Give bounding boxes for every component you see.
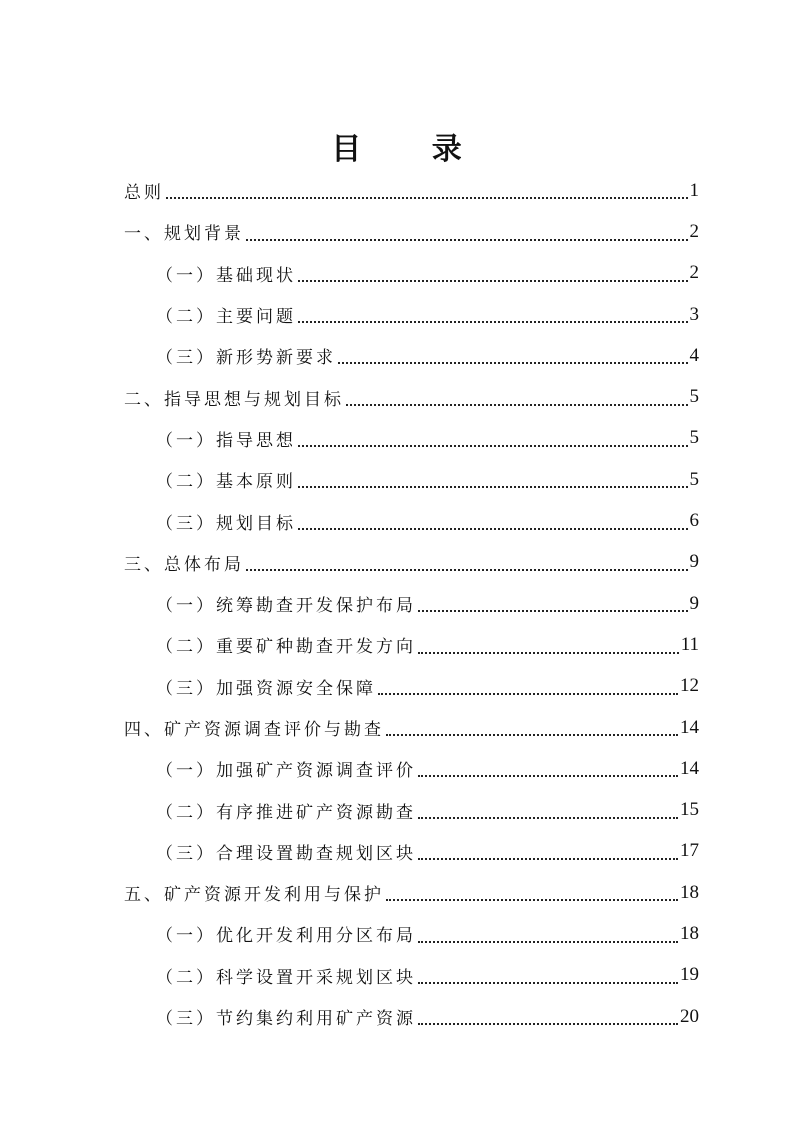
toc-page-number: 5 bbox=[689, 386, 699, 408]
toc-page-number: 5 bbox=[689, 468, 699, 490]
toc-entry-label: 五、矿产资源开发利用与保护 bbox=[124, 885, 384, 906]
toc-leader-dots bbox=[338, 361, 688, 364]
toc-leader-dots bbox=[386, 733, 678, 736]
toc-entry[interactable] bbox=[124, 500, 699, 541]
toc-entry-label: （三）合理设置勘查规划区块 bbox=[156, 843, 416, 864]
toc-page-number: 3 bbox=[689, 303, 699, 325]
page-title: 目 录 bbox=[331, 132, 492, 167]
toc-leader-dots bbox=[298, 444, 688, 447]
toc-page-number: 6 bbox=[689, 510, 699, 532]
toc-entry[interactable] bbox=[124, 211, 699, 252]
toc-leader-dots bbox=[378, 692, 678, 695]
toc-entry[interactable] bbox=[124, 583, 699, 624]
toc-entry[interactable] bbox=[124, 707, 699, 748]
toc-leader-dots bbox=[418, 981, 678, 984]
toc-entry[interactable] bbox=[124, 831, 699, 872]
toc-leader-dots bbox=[298, 279, 688, 282]
toc-entry-label: 一、规划背景 bbox=[124, 224, 244, 245]
toc-entry[interactable] bbox=[124, 542, 699, 583]
toc-entry-label: （三）规划目标 bbox=[156, 513, 296, 534]
toc-entry[interactable] bbox=[124, 624, 699, 665]
toc-page-number: 12 bbox=[680, 675, 699, 697]
toc-page-number: 14 bbox=[680, 757, 699, 779]
toc-page-number: 1 bbox=[689, 179, 699, 201]
toc-page-number: 14 bbox=[680, 716, 699, 738]
toc-entry-label: （一）统筹勘查开发保护布局 bbox=[156, 596, 416, 617]
toc-leader-dots bbox=[418, 651, 679, 654]
toc-page-number: 4 bbox=[689, 344, 699, 366]
toc-entry-label: （一）优化开发利用分区布局 bbox=[156, 926, 416, 947]
toc-entry[interactable] bbox=[124, 789, 699, 830]
toc-page-number: 20 bbox=[680, 1005, 699, 1027]
toc-leader-dots bbox=[246, 238, 688, 241]
toc-entry-label: （三）节约集约利用矿产资源 bbox=[156, 1009, 416, 1030]
toc-entry[interactable] bbox=[124, 955, 699, 996]
toc-entry[interactable] bbox=[124, 376, 699, 417]
toc-entry-label: （一）指导思想 bbox=[156, 430, 296, 451]
toc-entry[interactable] bbox=[124, 253, 699, 294]
toc-entry-label: 四、矿产资源调查评价与勘查 bbox=[124, 720, 384, 740]
toc-entry[interactable] bbox=[124, 459, 699, 500]
toc-entry-label: 总则 bbox=[124, 183, 164, 204]
toc-leader-dots bbox=[418, 1022, 678, 1025]
toc-page-number: 2 bbox=[689, 262, 699, 284]
toc-entry[interactable] bbox=[124, 335, 699, 376]
toc-entry-label: （二）有序推进矿产资源勘查 bbox=[156, 802, 416, 823]
toc-entry-label: （一）加强矿产资源调查评价 bbox=[156, 761, 416, 782]
toc-page-number: 15 bbox=[680, 799, 699, 821]
toc-leader-dots bbox=[418, 774, 678, 777]
toc-page-number: 9 bbox=[689, 551, 699, 573]
toc-entry[interactable] bbox=[124, 748, 699, 789]
toc-leader-dots bbox=[418, 857, 678, 860]
toc-page-number: 2 bbox=[689, 220, 699, 242]
toc-page-number: 11 bbox=[680, 633, 699, 655]
toc-page-number: 17 bbox=[680, 840, 699, 862]
toc-entry[interactable] bbox=[124, 170, 699, 211]
toc-entry-label: （一）基础现状 bbox=[156, 265, 296, 286]
toc-leader-dots bbox=[166, 196, 688, 199]
toc-entry[interactable] bbox=[124, 913, 699, 954]
toc-page-number: 5 bbox=[689, 427, 699, 449]
toc-entry-label: 二、指导思想与规划目标 bbox=[124, 389, 344, 410]
toc-page-number: 19 bbox=[680, 964, 699, 986]
toc-entry-label: （二）重要矿种勘查开发方向 bbox=[156, 637, 416, 658]
toc-page-number: 18 bbox=[680, 881, 699, 903]
toc-entry-label: （二）主要问题 bbox=[156, 307, 296, 328]
toc-leader-dots bbox=[418, 816, 678, 819]
toc-leader-dots bbox=[418, 609, 688, 612]
toc-leader-dots bbox=[246, 568, 688, 571]
table-of-contents bbox=[124, 170, 699, 1037]
toc-entry[interactable] bbox=[124, 996, 699, 1037]
toc-entry-label: （三）新形势新要求 bbox=[156, 348, 336, 369]
toc-entry-label: 三、总体布局 bbox=[124, 554, 244, 575]
toc-entry[interactable] bbox=[124, 418, 699, 459]
toc-leader-dots bbox=[346, 403, 688, 406]
toc-page-number: 18 bbox=[680, 922, 699, 944]
toc-leader-dots bbox=[298, 485, 688, 488]
toc-page-number: 9 bbox=[689, 592, 699, 614]
toc-entry-label: （二）科学设置开采规划区块 bbox=[156, 967, 416, 988]
toc-entry[interactable] bbox=[124, 294, 699, 335]
toc-leader-dots bbox=[298, 527, 688, 530]
toc-leader-dots bbox=[386, 898, 678, 901]
toc-leader-dots bbox=[298, 320, 688, 323]
toc-entry-label: （二）基本原则 bbox=[156, 472, 296, 493]
toc-leader-dots bbox=[418, 940, 678, 943]
toc-entry[interactable] bbox=[124, 666, 699, 707]
toc-entry-label: （三）加强资源安全保障 bbox=[156, 678, 376, 699]
toc-entry[interactable] bbox=[124, 872, 699, 913]
